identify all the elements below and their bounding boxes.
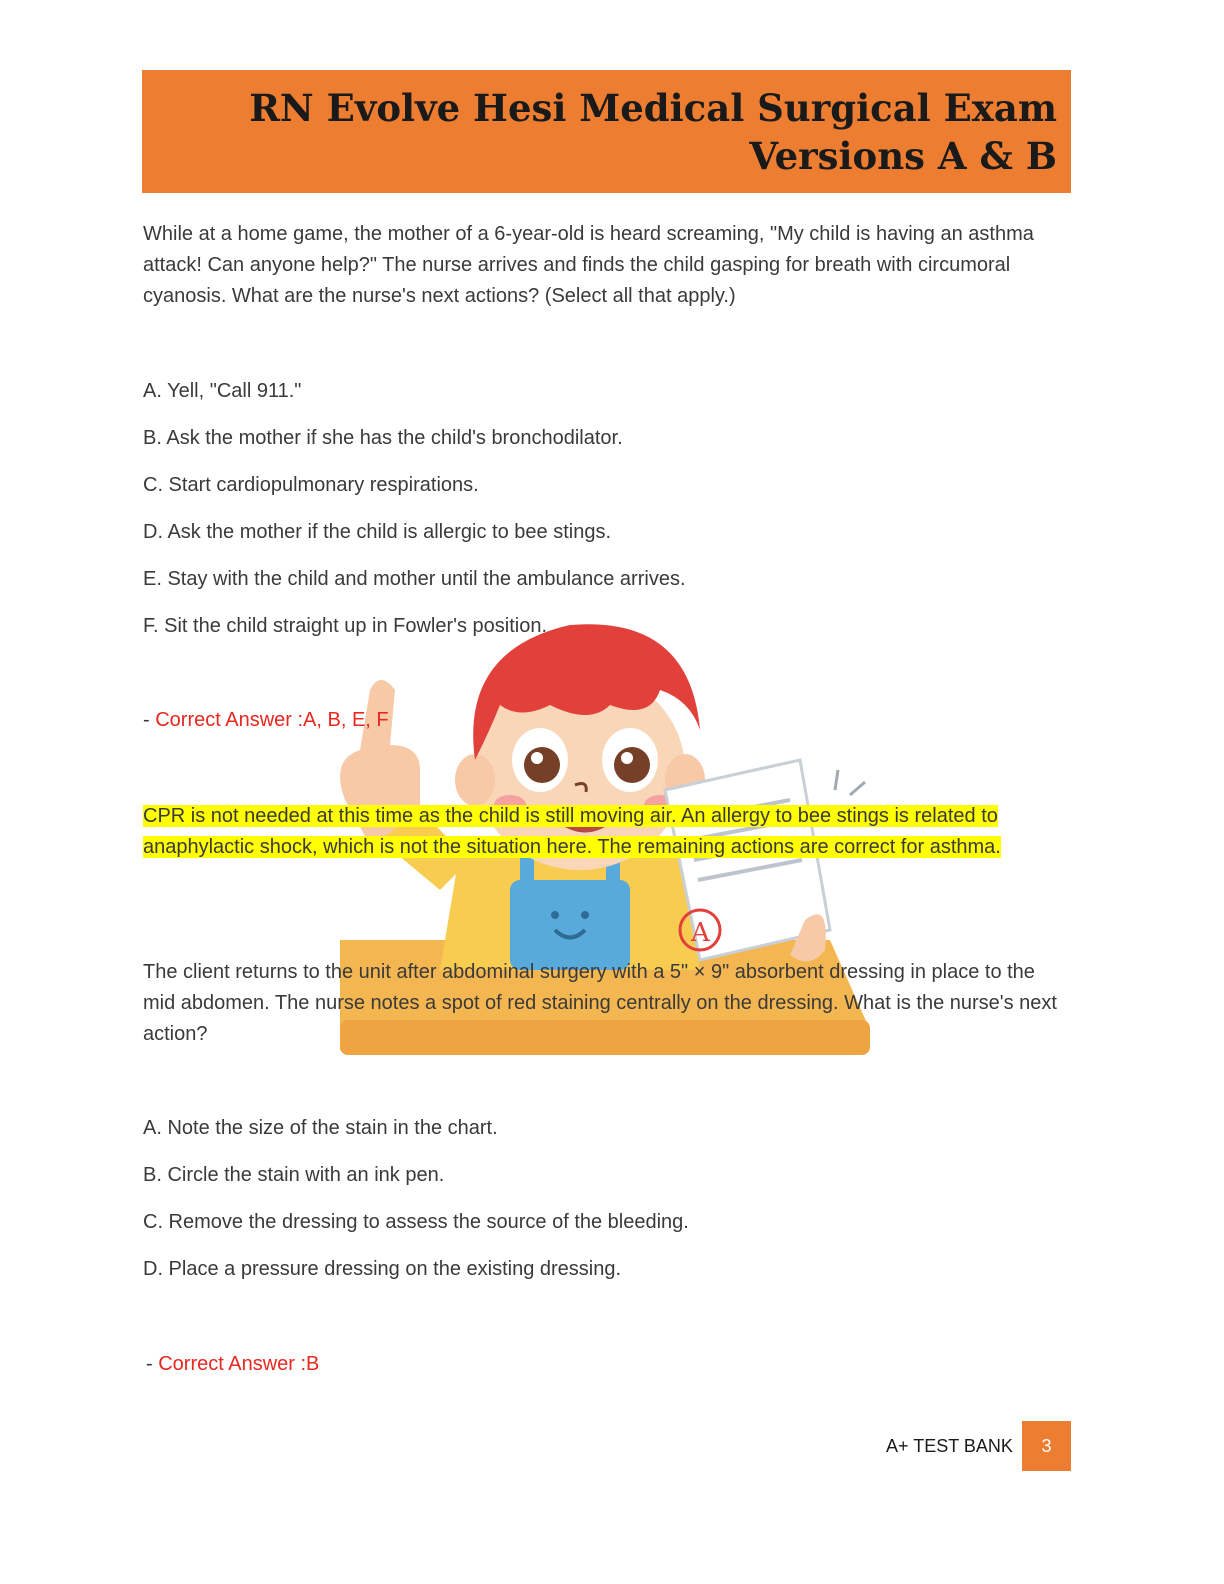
answer-text: Correct Answer :A, B, E, F [155, 709, 389, 731]
answer-prefix: - [146, 1353, 159, 1375]
q2-option-c: C. Remove the dressing to assess the source of the bleeding. [143, 1211, 689, 1233]
q1-option-c: C. Start cardiopulmonary respirations. [143, 474, 479, 496]
q2-option-a: A. Note the size of the stain in the chart. [143, 1117, 498, 1139]
q1-rationale [143, 801, 1068, 863]
page-title [249, 84, 1057, 180]
q1-option-e: E. Stay with the child and mother until the ambulance arrives. [143, 568, 686, 590]
answer-text: Correct Answer :B [158, 1353, 320, 1375]
grade-letter: A [691, 918, 710, 948]
title-banner [142, 70, 1071, 193]
q1-option-f: F. Sit the child straight up in Fowler's position. [143, 615, 548, 637]
q1-correct-answer [143, 705, 389, 736]
q2-option-d: D. Place a pressure dressing on the existing dressing. [143, 1258, 622, 1280]
q2-correct-answer [146, 1349, 319, 1380]
q1-option-b: B. Ask the mother if she has the child's bronchodilator. [143, 427, 623, 449]
q2-option-b: B. Circle the stain with an ink pen. [143, 1164, 445, 1186]
q1-option-d: D. Ask the mother if the child is allergic to bee stings. [143, 521, 611, 543]
page-number: 3 [1022, 1421, 1071, 1471]
right-eye [614, 747, 650, 783]
question-1-stem: While at a home game, the mother of a 6-year-old is heard screaming, "My child is having an asthma attack! Can anyone help?" The nurse arrives and finds the child gasping for breath with circumoral cyanosis. What are the nurse's next actions? (Select all that apply.) [143, 223, 1034, 307]
title-line-2: Versions A & B [749, 134, 1057, 178]
q1-option-a: A. Yell, "Call 911." [143, 380, 302, 402]
title-line-1: RN Evolve Hesi Medical Surgical Exam [249, 86, 1057, 130]
footer-label: A+ TEST BANK [886, 1436, 1013, 1456]
answer-prefix: - [143, 709, 156, 731]
question-2-stem: The client returns to the unit after abdominal surgery with a 5" × 9" absorbent dressing in place to the mid abdomen. The nurse notes a spot of red staining centrally on the dressing. What is the nurse's next action? [143, 961, 1057, 1045]
rationale-text: CPR is not needed at this time as the child is still moving air. An allergy to bee stings is related to anaphylactic shock, which is not the situation here. The remaining actions are correct for asthma. [143, 805, 1001, 858]
left-eye [524, 747, 560, 783]
